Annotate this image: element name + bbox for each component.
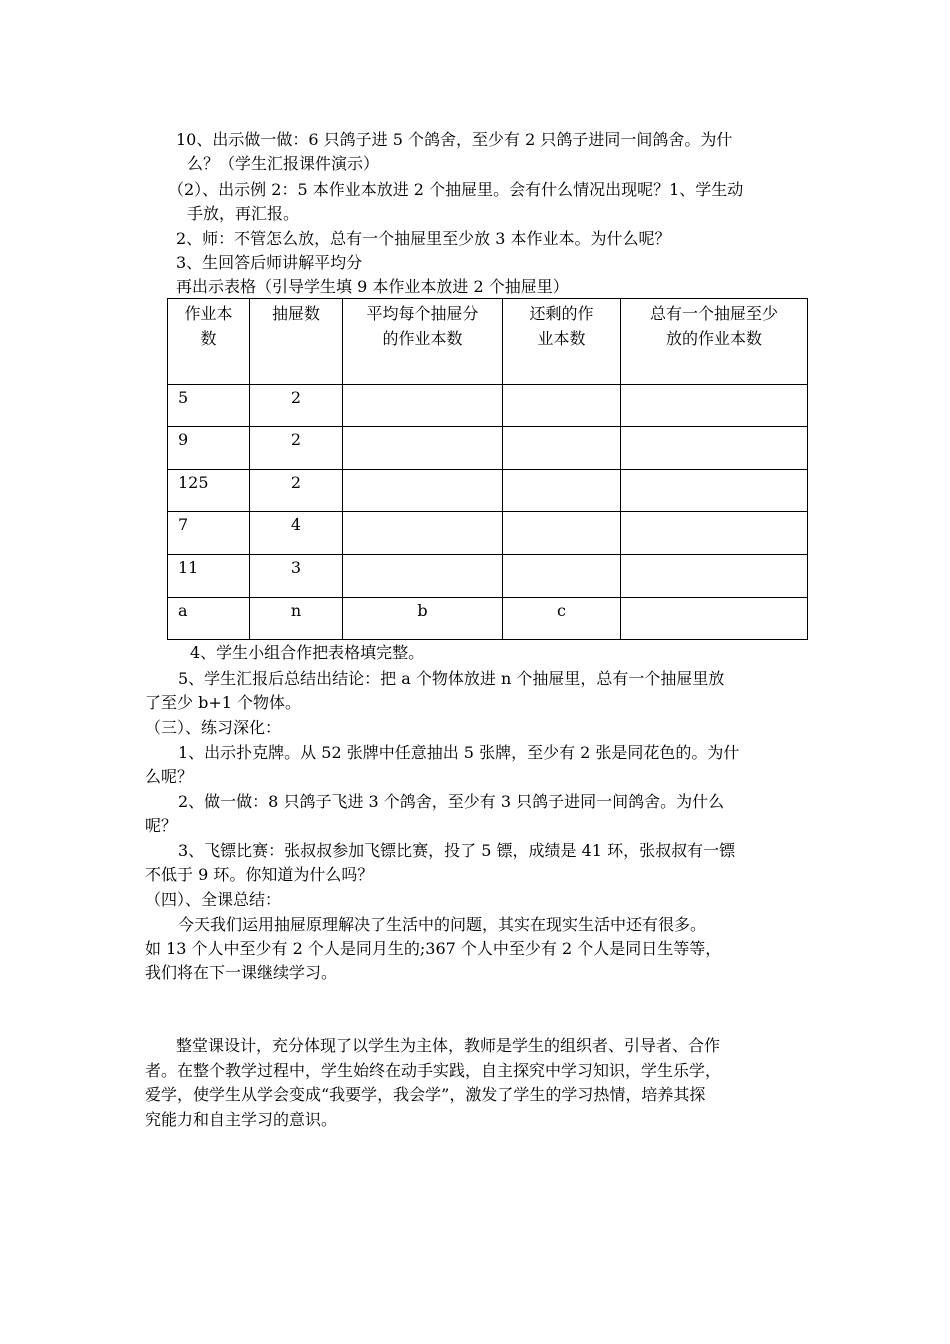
- table-cell: 11: [168, 555, 250, 598]
- section-heading: （四）、全课总结：: [145, 890, 282, 909]
- paragraph-line: 么呢？: [145, 767, 194, 786]
- table-cell: 2: [250, 427, 343, 470]
- table-cell: a: [168, 598, 250, 640]
- table-header: [168, 299, 250, 385]
- table-cell: [503, 555, 621, 598]
- data-table: [167, 298, 808, 640]
- table-cell: b: [343, 598, 503, 640]
- table-cell: [503, 427, 621, 470]
- table-cell: [343, 470, 503, 512]
- paragraph-line: 3、生回答后师讲解平均分: [176, 253, 363, 272]
- table-cell: 9: [168, 427, 250, 470]
- table-row: [168, 512, 808, 555]
- table-header: [250, 299, 343, 385]
- table-cell: [621, 512, 808, 555]
- table-cell: [503, 385, 621, 427]
- header-text: 业本数: [537, 329, 586, 348]
- paragraph-line: 不低于 9 环。你知道为什么吗？: [145, 865, 374, 884]
- table-row: [168, 555, 808, 598]
- table-cell: [621, 555, 808, 598]
- paragraph-line: 者。在整个教学过程中，学生始终在动手实践，自主探究中学习知识，学生乐学，: [145, 1061, 722, 1080]
- header-text: 抽屉数: [271, 304, 320, 323]
- paragraph-line: 么？（学生汇报课件演示）: [187, 154, 380, 173]
- table-cell: [621, 385, 808, 427]
- table-cell: [621, 470, 808, 512]
- paragraph-line: 我们将在下一课继续学习。: [145, 963, 338, 982]
- paragraph-line: 整堂课设计，充分体现了以学生为主体，教师是学生的组织者、引导者、合作: [176, 1036, 721, 1055]
- section-heading: （三）、练习深化：: [145, 718, 282, 737]
- table-cell: [343, 512, 503, 555]
- table-header: [343, 299, 503, 385]
- paragraph-line: 2、师：不管怎么放，总有一个抽屉里至少放 3 本作业本。为什么呢？: [176, 229, 671, 248]
- table-cell: 4: [250, 512, 343, 555]
- table-row: [168, 598, 808, 640]
- header-text: 还剩的作: [529, 304, 594, 323]
- header-text: 数: [200, 329, 217, 348]
- paragraph-line: 1、出示扑克牌。从 52 张牌中任意抽出 5 张牌，至少有 2 张是同花色的。为什: [178, 743, 740, 762]
- table-row: [168, 470, 808, 512]
- table-cell: 7: [168, 512, 250, 555]
- paragraph-line: 究能力和自主学习的意识。: [145, 1110, 338, 1129]
- table-cell: [503, 470, 621, 512]
- header-text: 平均每个抽屉分: [366, 304, 479, 323]
- table-row: [168, 385, 808, 427]
- table-cell: 3: [250, 555, 343, 598]
- paragraph-line: 手放，再汇报。: [187, 204, 300, 223]
- paragraph-line: 10、出示做一做：6 只鸽子进 5 个鸽舍，至少有 2 只鸽子进同一间鸽舍。为什: [176, 130, 733, 149]
- table-header: [503, 299, 621, 385]
- paragraph-line: 了至少 b+1 个物体。: [145, 693, 302, 712]
- table-cell: 2: [250, 385, 343, 427]
- paragraph-line: （2）、出示例 2：5 本作业本放进 2 个抽屉里。会有什么情况出现呢？1、学生动: [168, 180, 744, 199]
- paragraph-line: 4、学生小组合作把表格填完整。: [190, 643, 425, 662]
- header-text: 作业本: [184, 304, 233, 323]
- header-text: 总有一个抽屉至少: [649, 304, 778, 323]
- header-text: 放的作业本数: [665, 329, 762, 348]
- table-cell: [343, 427, 503, 470]
- table-cell: [503, 512, 621, 555]
- table-cell: [343, 385, 503, 427]
- table-header-row: [168, 299, 808, 385]
- table-caption: 再出示表格（引导学生填 9 本作业本放进 2 个抽屉里）: [176, 277, 569, 296]
- paragraph-line: 爱学，使学生从学会变成“我要学，我会学”，激发了学生的学习热情，培养其探: [145, 1085, 706, 1104]
- table-header: [621, 299, 808, 385]
- header-text: 的作业本数: [382, 329, 463, 348]
- table-cell: [621, 598, 808, 640]
- table-cell: [621, 427, 808, 470]
- table-cell: [343, 555, 503, 598]
- table-cell: 5: [168, 385, 250, 427]
- paragraph-line: 5、学生汇报后总结出结论：把 a 个物体放进 n 个抽屉里，总有一个抽屉里放: [178, 669, 725, 688]
- paragraph-line: 呢？: [145, 816, 178, 835]
- paragraph-line: 3、飞镖比赛：张叔叔参加飞镖比赛，投了 5 镖，成绩是 41 环，张叔叔有一镖: [178, 841, 736, 860]
- paragraph-line: 如 13 个人中至少有 2 个人是同月生的;367 个人中至少有 2 个人是同日生等等，: [145, 939, 722, 958]
- table-row: [168, 427, 808, 470]
- paragraph-line: 2、做一做：8 只鸽子飞进 3 个鸽舍，至少有 3 只鸽子进同一间鸽舍。为什么: [178, 792, 725, 811]
- table-cell: c: [503, 598, 621, 640]
- table-cell: 125: [168, 470, 250, 512]
- paragraph-line: 今天我们运用抽屉原理解决了生活中的问题，其实在现实生活中还有很多。: [178, 915, 707, 934]
- table-cell: 2: [250, 470, 343, 512]
- table-cell: n: [250, 598, 343, 640]
